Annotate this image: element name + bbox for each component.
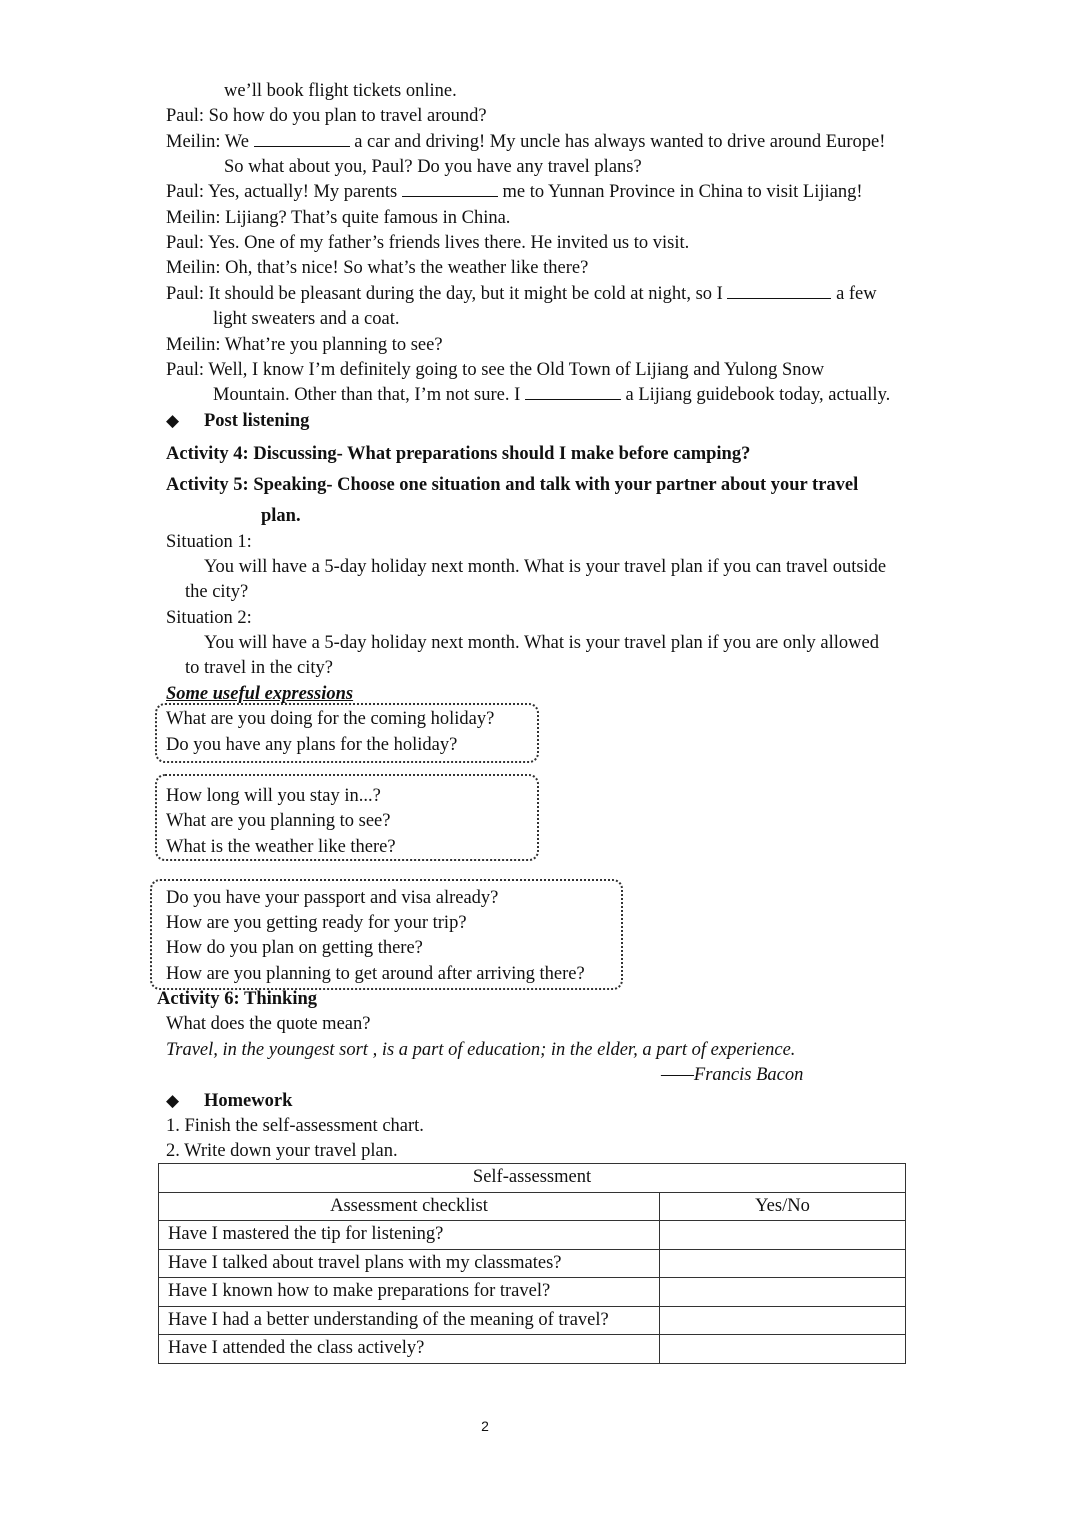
situation-2-text: to travel in the city?: [185, 658, 333, 678]
answer-cell[interactable]: [660, 1278, 906, 1307]
dialogue-line: [166, 130, 885, 154]
situation-2-text: You will have a 5-day holiday next month. What is your travel plan if you are only allowed: [204, 633, 879, 653]
activity-5: Activity 5: Speaking- Choose one situation and talk with your partner about your travel: [166, 475, 859, 495]
diamond-bullet-icon: ◆: [166, 411, 180, 430]
dialogue-line: Meilin: What’re you planning to see?: [166, 335, 443, 355]
post-listening-heading: ◆ Post listening: [166, 411, 310, 431]
checklist-item: Have I had a better understanding of the meaning of travel?: [159, 1306, 660, 1335]
dialogue-text: Meilin: We: [166, 132, 249, 152]
dialogue-text: Mountain. Other than that, I’m not sure. I: [213, 385, 521, 405]
expression: Do you have any plans for the holiday?: [166, 735, 458, 755]
answer-blank[interactable]: [402, 181, 498, 197]
answer-cell[interactable]: [660, 1335, 906, 1364]
dialogue-line: So what about you, Paul? Do you have any travel plans?: [224, 157, 642, 177]
checklist-item: Have I known how to make preparations for travel?: [159, 1278, 660, 1307]
activity-6-question: What does the quote mean?: [166, 1014, 371, 1034]
expression: What is the weather like there?: [166, 837, 396, 857]
table-row: [159, 1249, 906, 1278]
expression: How do you plan on getting there?: [166, 938, 423, 958]
expression: What are you doing for the coming holiday?: [166, 709, 495, 729]
situation-1-text: the city?: [185, 582, 249, 602]
table-row: [159, 1335, 906, 1364]
expression: Do you have your passport and visa already?: [166, 888, 499, 908]
dialogue-text: Paul: It should be pleasant during the day, but it might be cold at night, so I: [166, 284, 723, 304]
dialogue-line: [213, 383, 890, 407]
dialogue-line: [166, 282, 877, 306]
quote: Travel, in the youngest sort , is a part of education; in the elder, a part of experience.: [166, 1040, 796, 1060]
diamond-bullet-icon: ◆: [166, 1091, 180, 1110]
situation-1-text: You will have a 5-day holiday next month. What is your travel plan if you can travel outside: [204, 557, 887, 577]
table-row: [159, 1278, 906, 1307]
table-row: [159, 1306, 906, 1335]
dialogue-text: Paul: Yes, actually! My parents: [166, 182, 398, 202]
column-header-yes-no: Yes/No: [660, 1192, 906, 1221]
dialogue-line: light sweaters and a coat.: [213, 309, 400, 329]
expression: How are you getting ready for your trip?: [166, 913, 467, 933]
checklist-item: Have I attended the class actively?: [159, 1335, 660, 1364]
dialogue-text: a few: [836, 284, 877, 304]
expression: What are you planning to see?: [166, 811, 391, 831]
dialogue-text: a Lijiang guidebook today, actually.: [625, 385, 891, 405]
dialogue-text: a car and driving! My uncle has always wanted to drive around Europe!: [354, 132, 886, 152]
answer-cell[interactable]: [660, 1249, 906, 1278]
table-title: Self-assessment: [159, 1164, 906, 1193]
column-header-checklist: Assessment checklist: [159, 1192, 660, 1221]
checklist-item: Have I talked about travel plans with my classmates?: [159, 1249, 660, 1278]
answer-blank[interactable]: [525, 384, 621, 400]
expressions-heading: Some useful expressions: [166, 684, 354, 704]
homework-heading: ◆ Homework: [166, 1091, 293, 1111]
self-assessment-table: [158, 1163, 906, 1364]
table-header-row: [159, 1192, 906, 1221]
situation-1-title: Situation 1:: [166, 532, 252, 552]
answer-blank[interactable]: [254, 131, 350, 147]
checklist-item: Have I mastered the tip for listening?: [159, 1221, 660, 1250]
answer-blank[interactable]: [727, 283, 831, 299]
page-number: 2: [481, 1418, 489, 1434]
situation-2-title: Situation 2:: [166, 608, 252, 628]
homework-item: 1. Finish the self-assessment chart.: [166, 1116, 424, 1136]
dialogue-line: Paul: Yes. One of my father’s friends lives there. He invited us to visit.: [166, 233, 690, 253]
dialogue-line: we’ll book flight tickets online.: [224, 81, 457, 101]
answer-cell[interactable]: [660, 1221, 906, 1250]
dialogue-text: me to Yunnan Province in China to visit Lijiang!: [502, 182, 863, 202]
expression: How are you planning to get around after arriving there?: [166, 964, 585, 984]
table-title-row: [159, 1164, 906, 1193]
dialogue-line: Meilin: Lijiang? That’s quite famous in China.: [166, 208, 511, 228]
quote-author: ——Francis Bacon: [661, 1065, 804, 1085]
dialogue-line: Paul: Well, I know I’m definitely going to see the Old Town of Lijiang and Yulong Snow: [166, 360, 825, 380]
activity-5-cont: plan.: [261, 506, 301, 526]
activity-4: Activity 4: Discussing- What preparations should I make before camping?: [166, 444, 751, 464]
table-row: [159, 1221, 906, 1250]
activity-6-heading: Activity 6: Thinking: [157, 989, 318, 1009]
homework-item: 2. Write down your travel plan.: [166, 1141, 398, 1161]
dialogue-line: Meilin: Oh, that’s nice! So what’s the weather like there?: [166, 258, 589, 278]
dialogue-line: [166, 180, 863, 204]
expression: How long will you stay in...?: [166, 786, 381, 806]
answer-cell[interactable]: [660, 1306, 906, 1335]
dialogue-line: Paul: So how do you plan to travel around?: [166, 106, 487, 126]
